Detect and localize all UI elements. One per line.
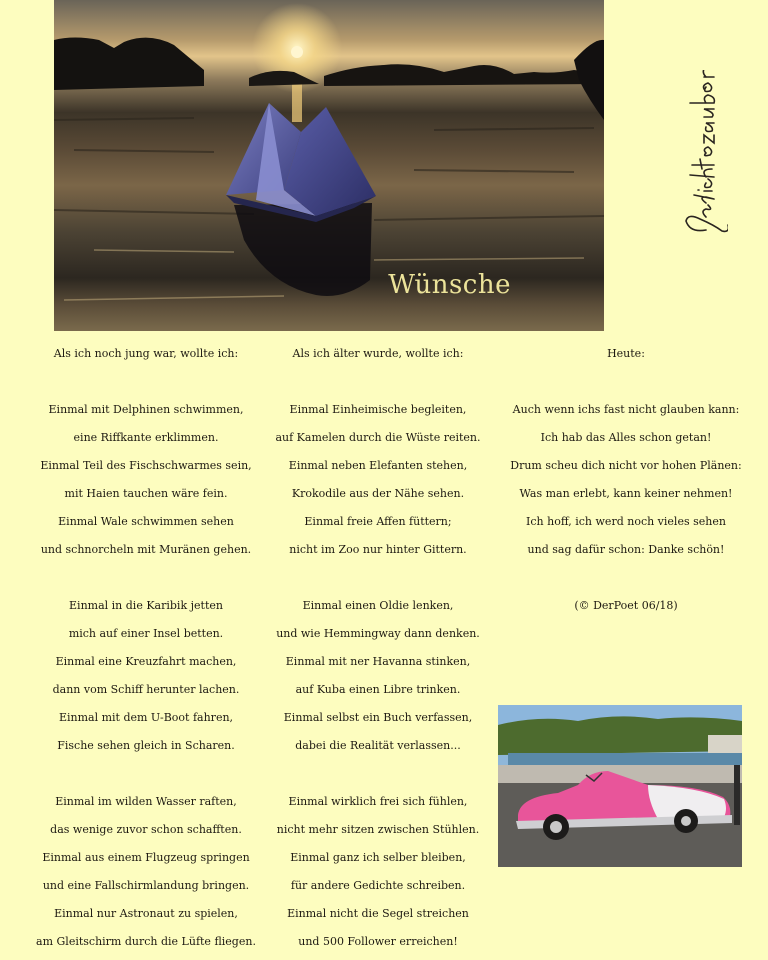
poem-line: das wenige zuvor schon schafften. — [50, 823, 242, 836]
poem-line: Einmal eine Kreuzfahrt machen, — [55, 655, 237, 668]
poem-line: für andere Gedichte schreiben. — [290, 879, 466, 892]
poem-line: und wie Hemmingway dann denken. — [276, 627, 480, 640]
poem-line: am Gleitschirm durch die Lüfte fliegen. — [36, 935, 256, 948]
poem-column-young — [30, 340, 262, 956]
poem-line: dabei die Realität verlassen... — [295, 739, 461, 752]
poem-line: Einmal mit ner Havanna stinken, — [285, 655, 471, 668]
poem-line: mit Haien tauchen wäre fein. — [64, 487, 228, 500]
poem-line: Einmal im wilden Wasser raften, — [55, 795, 237, 808]
poem-line: nicht im Zoo nur hinter Gittern. — [289, 543, 467, 556]
poem-line: Was man erlebt, kann keiner nehmen! — [519, 487, 733, 500]
pink-convertible-scene — [498, 705, 742, 867]
poem-line: und eine Fallschirmlandung bringen. — [42, 879, 250, 892]
poem-line — [30, 368, 262, 396]
poem-line: Einmal Einheimische begleiten, — [289, 403, 467, 416]
poem-line: und schnorcheln mit Muränen gehen. — [40, 543, 252, 556]
hero-sunset-photo — [54, 0, 604, 331]
poem-line — [500, 564, 752, 592]
poem-line: Einmal Wale schwimmen sehen — [58, 515, 234, 528]
poem-line: Ich hab das Alles schon getan! — [540, 431, 712, 444]
poem-line: Drum scheu dich nicht vor hohen Plänen: — [510, 459, 742, 472]
poem-line: und 500 Follower erreichen! — [298, 935, 458, 948]
poem-line: und sag dafür schon: Danke schön! — [527, 543, 725, 556]
poem-line: mich auf einer Insel betten. — [68, 627, 224, 640]
poem-line: (© DerPoet 06/18) — [574, 599, 678, 612]
poem-line: Einmal wirklich frei sich fühlen, — [288, 795, 468, 808]
poem-line: Als ich älter wurde, wollte ich: — [292, 347, 464, 360]
poem-line: Einmal mit Delphinen schwimmen, — [48, 403, 244, 416]
gedichtezauber-signature — [668, 70, 728, 240]
poem-line — [262, 760, 494, 788]
poem-line: Krokodile aus der Nähe sehen. — [291, 487, 465, 500]
poem-line: Als ich noch jung war, wollte ich: — [53, 347, 239, 360]
poem-line: dann vom Schiff herunter lachen. — [52, 683, 240, 696]
poem-line — [262, 368, 494, 396]
poem-line: Heute: — [607, 347, 645, 360]
poem-line: Einmal selbst ein Buch verfassen, — [283, 711, 473, 724]
poem-line: Einmal mit dem U-Boot fahren, — [58, 711, 234, 724]
poem-line: Einmal ganz ich selber bleiben, — [290, 851, 466, 864]
poem-line: nicht mehr sitzen zwischen Stühlen. — [276, 823, 480, 836]
pink-car-photo — [498, 705, 742, 867]
poem-line: Fische sehen gleich in Scharen. — [57, 739, 235, 752]
poem-line: Ich hoff, ich werd noch vieles sehen — [526, 515, 726, 528]
poem-line: Einmal in die Karibik jetten — [69, 599, 223, 612]
poem-line: auf Kamelen durch die Wüste reiten. — [275, 431, 481, 444]
poem-line — [30, 760, 262, 788]
poem-line: Einmal Teil des Fischschwarmes sein, — [40, 459, 252, 472]
poem-line: Einmal einen Oldie lenken, — [302, 599, 454, 612]
poem-line: Einmal aus einem Flugzeug springen — [42, 851, 250, 864]
poem-line: auf Kuba einen Libre trinken. — [295, 683, 461, 696]
poem-column-older — [262, 340, 494, 956]
poem-line: Einmal nicht die Segel streichen — [287, 907, 469, 920]
poem-line: Einmal freie Affen füttern; — [304, 515, 452, 528]
poem-line — [500, 368, 752, 396]
poem-line — [30, 564, 262, 592]
poem-line: eine Riffkante erklimmen. — [73, 431, 219, 444]
poem-line: Einmal neben Elefanten stehen, — [288, 459, 468, 472]
poem-line: Einmal nur Astronaut zu spielen, — [54, 907, 238, 920]
poem-title: Wünsche — [388, 270, 511, 300]
poem-line: Auch wenn ichs fast nicht glauben kann: — [512, 403, 740, 416]
poem-column-today — [500, 340, 752, 620]
poem-line — [262, 564, 494, 592]
